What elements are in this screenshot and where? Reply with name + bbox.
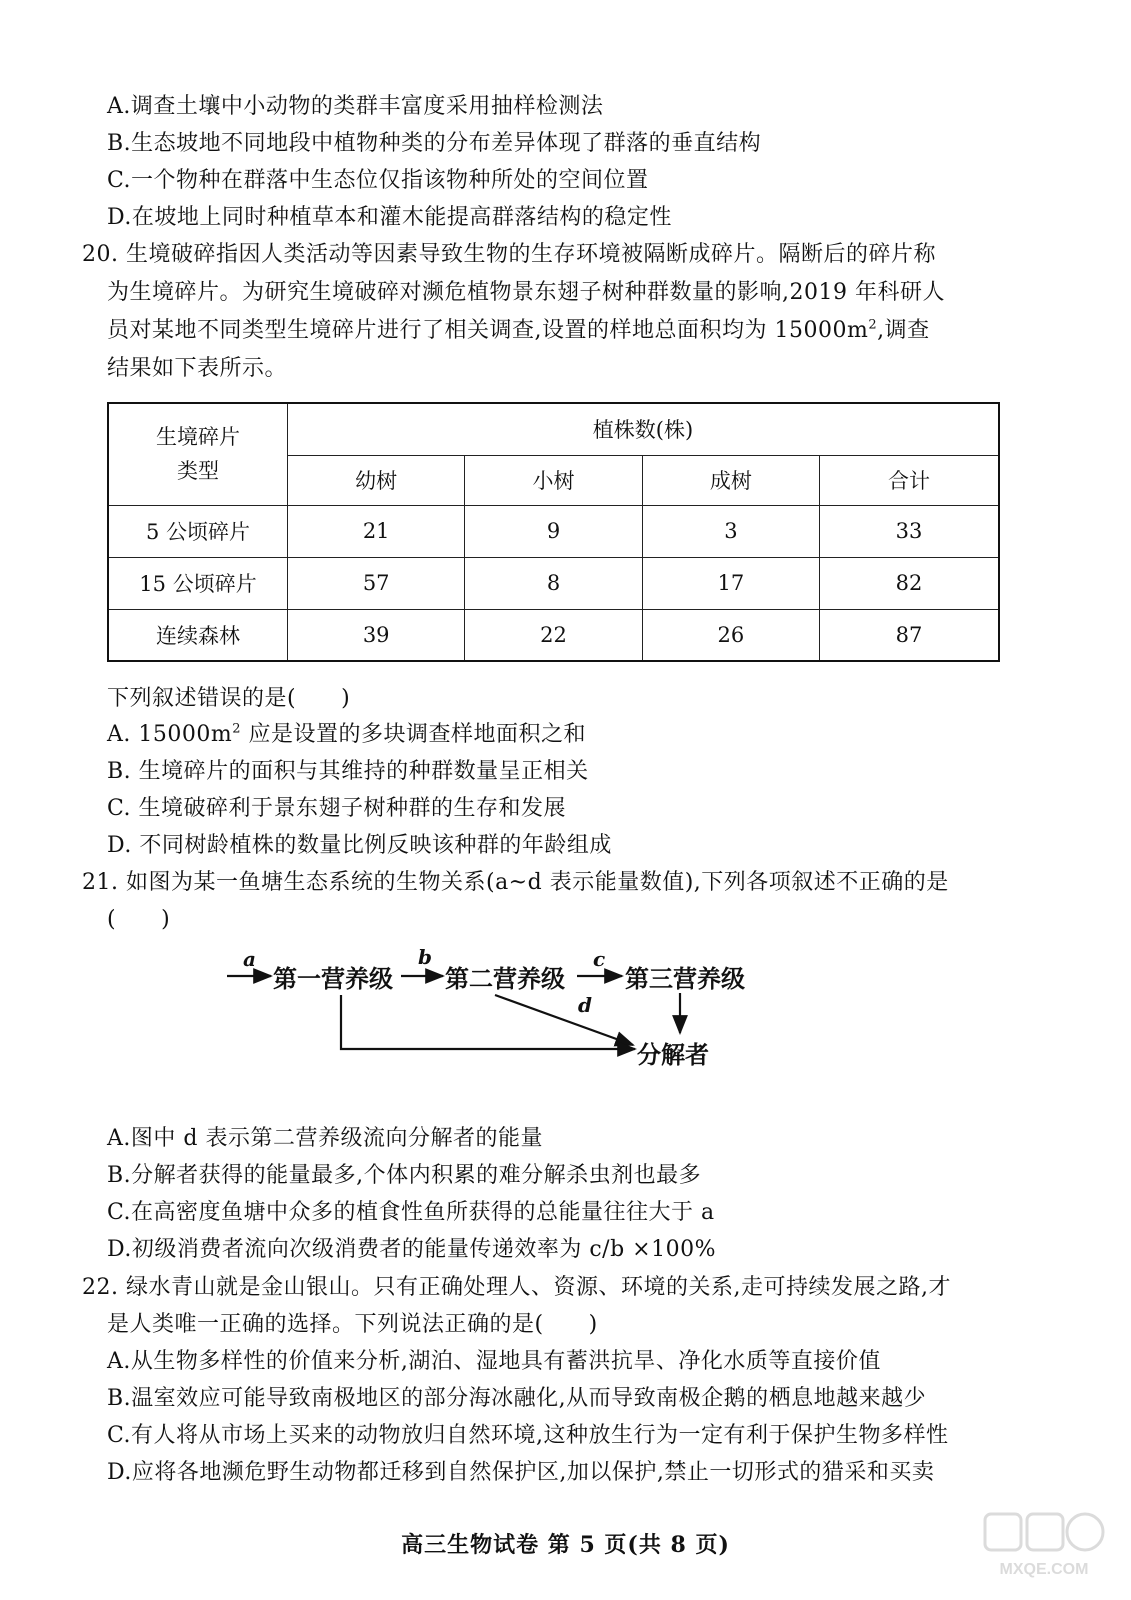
watermark-logo xyxy=(979,1510,1109,1582)
node-decomposer: 分解者 xyxy=(637,1040,709,1069)
svg-text:MXQE.COM: MXQE.COM xyxy=(999,1561,1089,1578)
q21-option-c: C.在高密度鱼塘中众多的植食性鱼所获得的总能量往往大于 a xyxy=(107,1200,715,1225)
label-c: c xyxy=(593,947,606,971)
row-type: 连续森林 xyxy=(108,609,288,661)
q22-option-b: B.温室效应可能导致南极地区的部分海冰融化,从而导致南极企鹅的栖息地越来越少 xyxy=(107,1386,927,1411)
q19-option-a: A.调查土壤中小动物的类群丰富度采用抽样检测法 xyxy=(107,94,604,119)
cell-value: 33 xyxy=(820,505,999,557)
page-footer: 高三生物试卷 第 5 页(共 8 页) xyxy=(401,1532,730,1558)
cell-value: 17 xyxy=(642,557,819,609)
q19-option-d: D.在坡地上同时种植草本和灌木能提高群落结构的稳定性 xyxy=(107,205,672,230)
cell-value: 21 xyxy=(288,505,465,557)
node-trophic-level-3: 第三营养级 xyxy=(625,964,745,993)
node-trophic-level-1: 第一营养级 xyxy=(273,964,393,993)
q22-option-c: C.有人将从市场上买来的动物放归自然环境,这种放生行为一定有利于保护生物多样性 xyxy=(107,1423,949,1448)
q19-option-c: C.一个物种在群落中生态位仅指该物种所处的空间位置 xyxy=(107,168,649,193)
cell-value: 39 xyxy=(288,609,465,661)
q22-stem-line2: 是人类唯一正确的选择。下列说法正确的是( ) xyxy=(107,1312,598,1337)
col-header-seedling: 幼树 xyxy=(288,455,465,505)
q21-stem-line2: ( ) xyxy=(107,907,171,932)
q20-option-a: A. $15000m^2$ 应是设置的多块调查样地面积之和 xyxy=(107,721,587,747)
q20-option-b: B. 生境碎片的面积与其维持的种群数量呈正相关 xyxy=(107,759,589,784)
q22-option-d: D.应将各地濒危野生动物都迁移到自然保护区,加以保护,禁止一切形式的猎采和买卖 xyxy=(107,1460,935,1485)
label-d: d xyxy=(578,993,592,1017)
q22-stem-line1: 22. 绿水青山就是金山银山。只有正确处理人、资源、环境的关系,走可持续发展之路,才 xyxy=(82,1275,951,1300)
habitat-fragment-table xyxy=(107,402,1000,662)
q21-option-b: B.分解者获得的能量最多,个体内积累的难分解杀虫剂也最多 xyxy=(107,1163,702,1188)
row-type: 15 公顷碎片 xyxy=(108,557,288,609)
cell-value: 9 xyxy=(465,505,642,557)
arrow-d xyxy=(495,995,633,1045)
q20-stem-line4: 结果如下表所示。 xyxy=(107,356,288,381)
q19-option-b: B.生态坡地不同地段中植物种类的分布差异体现了群落的垂直结构 xyxy=(107,131,762,156)
q20-stem-line3: 员对某地不同类型生境碎片进行了相关调查,设置的样地总面积均为 $15000m^2$,调查 xyxy=(107,317,930,343)
q21-option-a: A.图中 d 表示第二营养级流向分解者的能量 xyxy=(107,1126,543,1151)
type-header-line2: 类型 xyxy=(177,459,219,484)
type-header xyxy=(108,403,288,505)
table-row xyxy=(108,505,999,557)
table-row xyxy=(108,557,999,609)
row-type: 5 公顷碎片 xyxy=(108,505,288,557)
q20-stem-line1: 20. 生境破碎指因人类活动等因素导致生物的生存环境被隔断成碎片。隔断后的碎片称 xyxy=(82,242,936,267)
q22-option-a: A.从生物多样性的价值来分析,湖泊、湿地具有蓄洪抗旱、净化水质等直接价值 xyxy=(107,1349,881,1374)
q20-option-c: C. 生境破碎利于景东翅子树种群的生存和发展 xyxy=(107,796,567,821)
cell-value: 87 xyxy=(820,609,999,661)
table-row xyxy=(108,609,999,661)
cell-value: 22 xyxy=(465,609,642,661)
col-header-sapling: 小树 xyxy=(465,455,642,505)
type-header-line1: 生境碎片 xyxy=(156,425,240,450)
label-a: a xyxy=(243,947,256,971)
plant-count-header: 植株数(株) xyxy=(288,403,1000,455)
cell-value: 82 xyxy=(820,557,999,609)
cell-value: 8 xyxy=(465,557,642,609)
cell-value: 3 xyxy=(642,505,819,557)
q21-stem-line1: 21. 如图为某一鱼塘生态系统的生物关系(a~d 表示能量数值),下列各项叙述不正确的是 xyxy=(82,870,949,895)
label-b: b xyxy=(418,945,432,969)
cell-value: 57 xyxy=(288,557,465,609)
col-header-total: 合计 xyxy=(820,455,999,505)
cell-value: 26 xyxy=(642,609,819,661)
q20-prompt: 下列叙述错误的是( ) xyxy=(107,686,351,711)
col-header-adult: 成树 xyxy=(642,455,819,505)
q21-option-d: D.初级消费者流向次级消费者的能量传递效率为 c/b ×100% xyxy=(107,1237,716,1262)
q20-option-d: D. 不同树龄植株的数量比例反映该种群的年龄组成 xyxy=(107,833,612,858)
node-trophic-level-2: 第二营养级 xyxy=(445,964,565,993)
q20-stem-line2: 为生境碎片。为研究生境破碎对濒危植物景东翅子树种群数量的影响,2019 年科研人 xyxy=(107,280,945,305)
energy-flow-diagram xyxy=(225,945,805,1075)
